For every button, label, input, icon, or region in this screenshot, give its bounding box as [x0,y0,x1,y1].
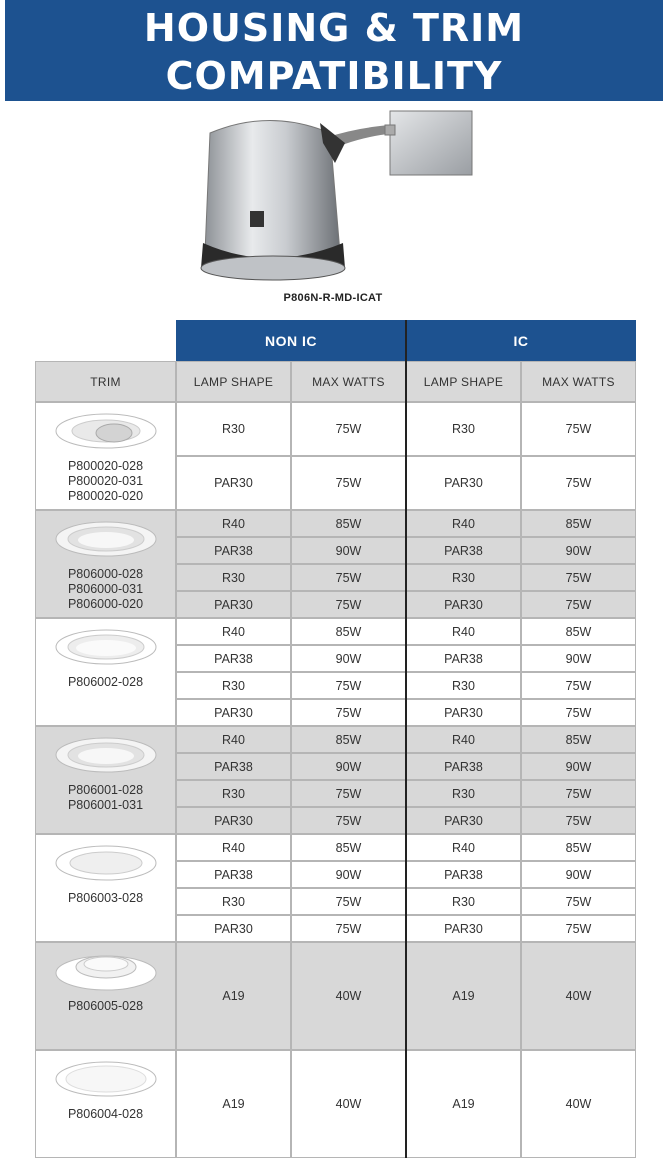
ic-max-watts-cell: 75W [521,915,636,942]
title-line-1: HOUSING & TRIM [143,6,525,50]
ic-lamp-shape-cell: PAR30 [406,807,521,834]
ic-lamp-shape-cell: R40 [406,510,521,537]
trim-part-numbers [36,567,175,612]
ic-lamp-shape-cell: R40 [406,618,521,645]
ic-lamp-shape-cell: PAR30 [406,456,521,510]
max-watts-cell: 85W [291,834,406,861]
lamp-shape-cell: R30 [176,564,291,591]
title-line-2: COMPATIBILITY [165,54,503,98]
max-watts-cell: 85W [291,726,406,753]
lens-trim-icon [54,1057,158,1101]
recessed-housing-image [195,103,485,288]
lamp-shape-header: LAMP SHAPE [176,361,291,402]
non-ic-header: NON IC [176,320,406,361]
max-watts-cell: 75W [291,564,406,591]
lamp-shape-cell: R40 [176,834,291,861]
max-watts-header: MAX WATTS [291,361,406,402]
max-watts-cell: 75W [291,456,406,510]
ic-lamp-shape-cell: PAR38 [406,861,521,888]
trim-part-number: P806000-031 [67,582,144,596]
eyeball-trim-icon [54,409,158,453]
max-watts-cell: 40W [291,942,406,1050]
max-watts-cell: 85W [291,510,406,537]
max-watts-cell: 75W [291,402,406,456]
ic-lamp-shape-cell: PAR38 [406,753,521,780]
max-watts-cell: 75W [291,807,406,834]
trim-part-numbers [36,999,175,1014]
housing-model-number: P806N-R-MD-ICAT [283,292,383,304]
lamp-shape-cell: R30 [176,888,291,915]
ic-lamp-shape-cell: PAR38 [406,537,521,564]
ic-max-watts-cell: 90W [521,861,636,888]
ic-lamp-shape-cell: PAR30 [406,915,521,942]
trim-column-header: TRIM [35,361,176,402]
ic-lamp-shape-cell: R40 [406,834,521,861]
trim-part-numbers [36,1107,175,1122]
max-watts-cell: 90W [291,537,406,564]
ic-max-watts-cell: 85W [521,834,636,861]
max-watts-cell: 75W [291,888,406,915]
ic-max-watts-header: MAX WATTS [521,361,636,402]
ic-max-watts-cell: 85W [521,726,636,753]
ic-max-watts-cell: 90W [521,645,636,672]
max-watts-cell: 75W [291,672,406,699]
trim-part-number: P800020-031 [67,474,144,488]
trim-part-numbers [36,783,175,813]
lamp-shape-cell: PAR30 [176,807,291,834]
trim-cell [35,834,176,942]
trim-part-number: P806002-028 [67,675,144,689]
ic-max-watts-cell: 75W [521,564,636,591]
trim-part-number: P806001-031 [67,798,144,812]
non-ic-ic-divider [405,320,407,1158]
lamp-shape-cell: PAR38 [176,861,291,888]
lamp-shape-cell: A19 [176,1050,291,1158]
open-trim-icon [54,841,158,885]
max-watts-cell: 75W [291,780,406,807]
lamp-shape-cell: PAR30 [176,699,291,726]
lamp-shape-cell: PAR30 [176,915,291,942]
lamp-shape-cell: PAR38 [176,537,291,564]
max-watts-cell: 85W [291,618,406,645]
trim-part-number: P800020-028 [67,459,144,473]
ic-max-watts-cell: 85W [521,618,636,645]
ic-max-watts-cell: 75W [521,456,636,510]
max-watts-cell: 75W [291,699,406,726]
lamp-shape-cell: PAR38 [176,753,291,780]
ic-lamp-shape-cell: PAR30 [406,699,521,726]
ic-max-watts-cell: 75W [521,672,636,699]
trim-part-number: P806005-028 [67,999,144,1013]
trim-cell [35,510,176,618]
baffle-trim-icon [54,517,158,561]
ic-max-watts-cell: 90W [521,753,636,780]
max-watts-cell: 75W [291,915,406,942]
lamp-shape-cell: R40 [176,618,291,645]
max-watts-cell: 90W [291,753,406,780]
ic-max-watts-cell: 90W [521,537,636,564]
reflector-trim-icon [54,625,158,669]
trim-cell [35,726,176,834]
ic-lamp-shape-cell: R30 [406,888,521,915]
ic-lamp-shape-cell: R40 [406,726,521,753]
ic-max-watts-cell: 75W [521,780,636,807]
trim-cell [35,618,176,726]
max-watts-cell: 40W [291,1050,406,1158]
max-watts-cell: 75W [291,591,406,618]
trim-part-number: P806004-028 [67,1107,144,1121]
trim-part-number: P806001-028 [67,783,144,797]
ic-lamp-shape-cell: A19 [406,1050,521,1158]
trim-part-numbers [36,459,175,504]
trim-part-number: P806003-028 [67,891,144,905]
trim-cell [35,1050,176,1158]
ic-lamp-shape-cell: R30 [406,780,521,807]
title-banner [5,0,663,101]
lamp-shape-cell: R40 [176,510,291,537]
ic-header: IC [406,320,636,361]
ic-max-watts-cell: 85W [521,510,636,537]
max-watts-cell: 90W [291,645,406,672]
ic-lamp-shape-cell: A19 [406,942,521,1050]
trim-part-numbers [36,675,175,690]
baffle-trim-icon [54,733,158,777]
lamp-shape-cell: A19 [176,942,291,1050]
compatibility-table [35,320,636,1159]
ic-max-watts-cell: 75W [521,402,636,456]
trim-part-number: P800020-020 [67,489,144,503]
ic-lamp-shape-header: LAMP SHAPE [406,361,521,402]
ic-max-watts-cell: 40W [521,942,636,1050]
ic-lamp-shape-cell: PAR30 [406,591,521,618]
lamp-shape-cell: R30 [176,672,291,699]
ic-max-watts-cell: 75W [521,807,636,834]
trim-part-number: P806000-020 [67,597,144,611]
ic-lamp-shape-cell: R30 [406,402,521,456]
max-watts-cell: 90W [291,861,406,888]
lamp-shape-cell: PAR38 [176,645,291,672]
lamp-shape-cell: R30 [176,402,291,456]
ic-lamp-shape-cell: PAR38 [406,645,521,672]
lamp-shape-cell: PAR30 [176,456,291,510]
lamp-shape-cell: R40 [176,726,291,753]
ic-max-watts-cell: 75W [521,888,636,915]
trim-cell [35,942,176,1050]
shower-trim-icon [54,949,158,993]
ic-max-watts-cell: 75W [521,699,636,726]
ic-lamp-shape-cell: R30 [406,672,521,699]
lamp-shape-cell: PAR30 [176,591,291,618]
ic-lamp-shape-cell: R30 [406,564,521,591]
trim-cell [35,402,176,510]
trim-part-numbers [36,891,175,906]
trim-part-number: P806000-028 [67,567,144,581]
ic-max-watts-cell: 75W [521,591,636,618]
ic-max-watts-cell: 40W [521,1050,636,1158]
lamp-shape-cell: R30 [176,780,291,807]
